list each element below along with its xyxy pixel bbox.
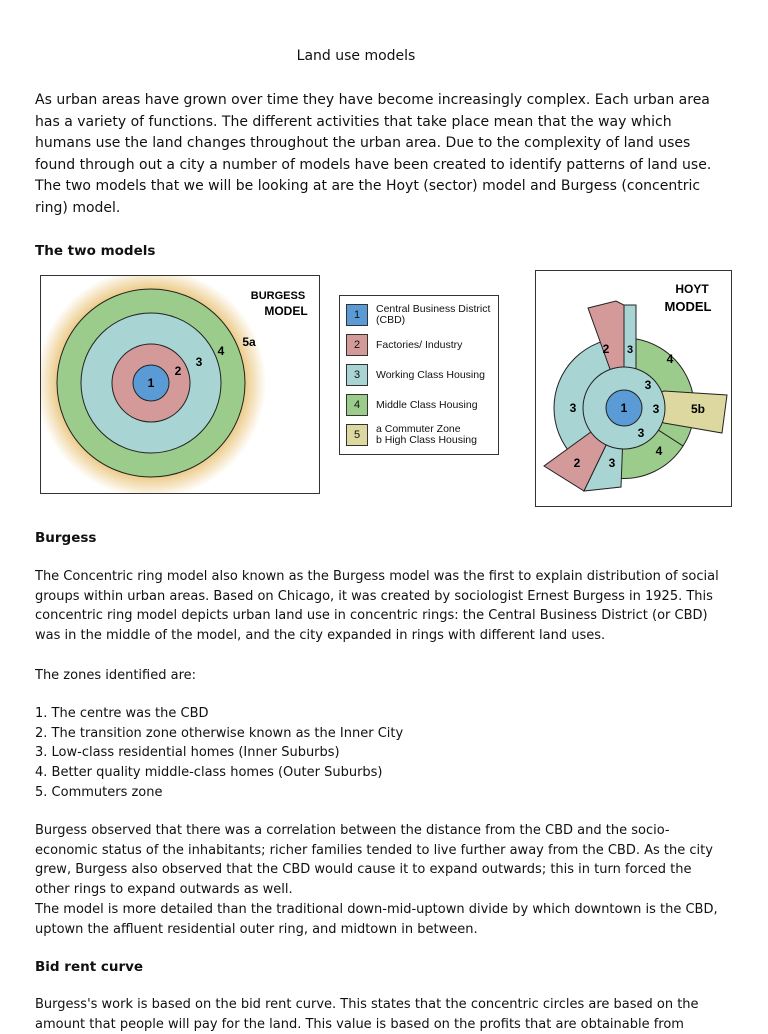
hoyt-label-middle-top: 4 [666,352,674,366]
intro-paragraph: As urban areas have grown over time they have become increasingly complex. Each urban area has a variety of functions. The different activities that take place mean that the way which humans use the land changes throughout the urban area. Due to the complexity of land uses found through out a city a number of models have been created to identify patterns of land use. The two models that we will be looking at are the Hoyt (sector) model and Burgess (concentric ring) model. [35,92,712,216]
legend-item-industry [346,334,462,356]
legend-item-middle [346,394,478,416]
label-zone-2: 2 [174,364,182,378]
list-item: 1. The centre was the CBD [35,706,209,721]
hoyt-label-working-top: 3 [626,344,634,356]
hoyt-label-industry-bottom: 2 [573,456,581,470]
burgess-paragraph-1: The Concentric ring model also known as the Burgess model was the first to explain distribution of social groups within urban areas. Based on Chicago, it was created by sociologist Ernest Burgess in 1925. This concentric ring model depicts urban land use in concentric rings: the Central Business District (or CBD) was in the middle of the model, and the city expanded in rings with different land uses. [35,569,719,644]
list-item: 2. The transition zone otherwise known as the Inner City [35,725,404,741]
label-zone-1: 1 [147,376,155,390]
list-item: 5. Commuters zone [35,784,163,800]
hoyt-label-working-left: 3 [569,401,577,415]
legend-item-cbd [346,304,490,326]
hoyt-title-line1: HOYT [675,282,709,296]
hoyt-model-figure [535,270,732,507]
bid-rent-paragraph: Burgess's work is based on the bid rent curve. This states that the concentric circles are based on the amount that people will pay for the land. This value is based on the profits that are obtainable from [35,997,699,1032]
legend-label-3: Working Class Housing [376,368,485,381]
hoyt-label-high: 5b [690,402,706,416]
burgess-model-figure [40,275,320,494]
list-item: 4. Better quality middle-class homes (Outer Suburbs) [35,765,383,781]
burgess-title-line2: MODEL [264,304,308,318]
burgess-paragraph-2: Burgess observed that there was a correlation between the distance from the CBD and the socio-economic status of the inhabitants; richer families tended to live further away from the CBD. As the city grew, Burgess also observed that the CBD would cause it to expand outwards; this in turn forced the other rings to expand outwards as well. [35,823,713,898]
legend-box [339,295,499,455]
legend-item-working [346,364,485,386]
burgess-title-line1: BURGESS [250,290,306,302]
legend-swatch-1: 1 [346,304,368,326]
legend-item-commuter [346,424,477,446]
hoyt-label-cbd: 1 [620,401,628,415]
hoyt-title-line2: MODEL [664,299,712,314]
hoyt-label-ring-bottom: 3 [637,426,645,440]
heading-two-models: The two models [35,243,156,259]
burgess-diagram [41,276,319,493]
legend-label-2: Factories/ Industry [376,338,463,351]
hoyt-label-working-bottom: 3 [608,456,616,470]
zones-intro: The zones identified are: [35,668,197,683]
legend-label-1: Central Business District (CBD) [376,303,491,326]
zones-list [35,704,730,803]
heading-burgess: Burgess [35,530,97,546]
page-title: Land use models [296,48,416,64]
label-zone-4: 4 [217,344,225,358]
hoyt-label-middle-bottom: 4 [655,444,663,458]
legend-swatch-3: 3 [346,364,368,386]
burgess-paragraph-3: The model is more detailed than the traditional down-mid-uptown divide by which downtown is the CBD, uptown the affluent residential outer ring, and midtown in between. [35,902,718,937]
hoyt-diagram [536,271,731,506]
legend-swatch-5: 5 [346,424,368,446]
label-zone-3: 3 [195,355,203,369]
hoyt-label-industry-top: 2 [602,342,610,356]
list-item: 3. Low-class residential homes (Inner Suburbs) [35,745,340,761]
legend-label-4: Middle Class Housing [376,398,478,411]
hoyt-label-ring-right: 3 [652,402,660,416]
legend-swatch-2: 2 [346,334,368,356]
hoyt-label-ring-top: 3 [644,378,652,392]
legend-label-5: a Commuter Zone b High Class Housing [376,423,477,446]
label-zone-5a: 5a [242,335,256,349]
legend-swatch-4: 4 [346,394,368,416]
heading-bid-rent: Bid rent curve [35,959,144,975]
